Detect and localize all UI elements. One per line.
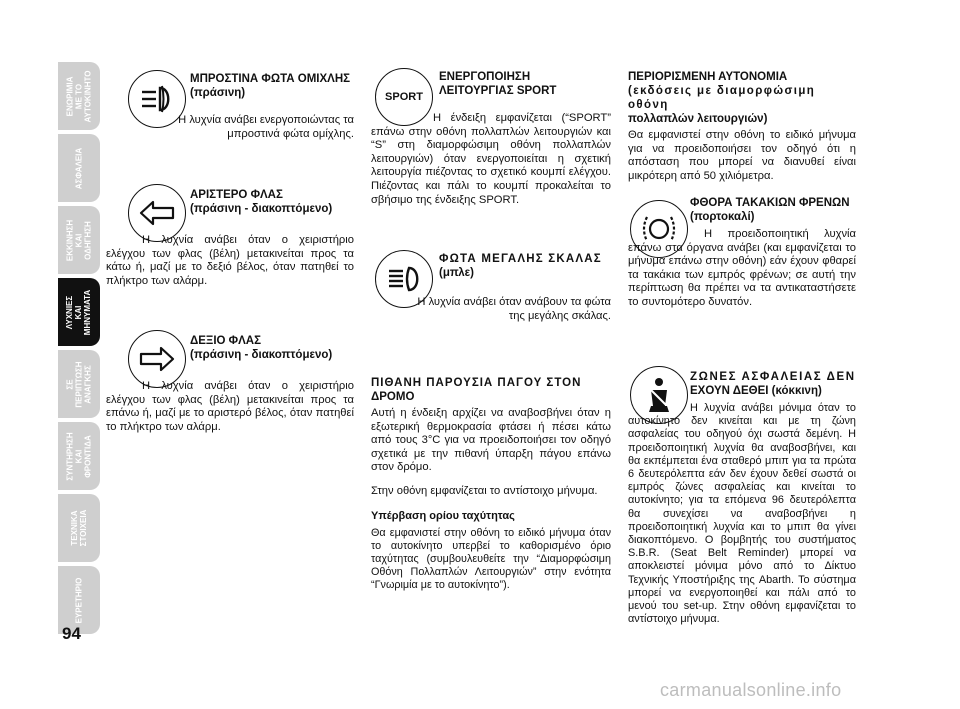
range-text: Θα εμφανιστεί στην οθόνη το ειδικό μήνυμα για να προειδοποιήσει τον οδηγό ότι η απόσταση που μπορεί να διανυθεί είναι μικρότερη από 50 χιλιόμετρα. [628,129,856,182]
left-title: ΑΡΙΣΤΕΡΟ ΦΛΑΣ [190,189,283,201]
section-range [628,70,856,183]
sport-title: ΕΝΕΡΓΟΠΟΙΗΣΗ [439,71,531,83]
range-subtitle: (εκδόσεις με διαμορφώσιμη οθόνη [628,85,816,111]
ice-title-2: ΔΡΟΜΟ [371,391,415,403]
left-subtitle: (πράσινη - διακοπτόμενο) [190,203,333,215]
seat-belt-subtitle: ΕΧΟΥΝ ΔΕΘΕΙ (κόκκινη) [690,385,822,397]
watermark: carmanualsonline.info [660,680,842,700]
tab-safety[interactable]: ΑΣΦΑΛΕΙΑ [58,134,100,202]
ice-text: Αυτή η ένδειξη αρχίζει να αναβοσβήνει όταν η εξωτερική θερμοκρασία φτάσει ή πέσει κάτω από τους 3°C για να προειδοποιήσει τον οδηγό σχετικά με την πιθανή ύπαρξη πάγου επάνω στον δρόμο. [371,407,611,474]
ice-title: ΠΙΘΑΝΗ ΠΑΡΟΥΣΙΑ ΠΑΓΟΥ ΣΤΟΝ [371,377,582,389]
section-ice [371,376,611,593]
tab-getting-to-know[interactable]: ΕΝΩΡΙΜΙΑ ΜΕ ΤΟ ΑΥΤΟΚΙΝΗΤΟ [58,62,100,130]
tab-warning-lights[interactable]: ΛΥΧΝΙΕΣ ΚΑΙ ΜΗΝΥΜΑΤΑ [58,278,100,346]
tab-technical-data[interactable]: ΤΕΧΝΙΚΑ ΣΤΟΙΧΕΙΑ [58,494,100,562]
fog-text: Η λυχνία ανάβει ενεργοποιώντας τα μπροστινά φώτα ομίχλης. [178,114,354,140]
brake-pads-subtitle: (πορτοκαλί) [690,211,755,223]
page-number: 94 [62,624,81,643]
brake-pads-title: ΦΘΟΡΑ ΤΑΚΑΚΙΩΝ ΦΡΕΝΩΝ [690,197,850,209]
seat-belt-title: ΖΩΝΕΣ ΑΣΦΑΛΕΙΑΣ ΔΕΝ [690,371,856,383]
seat-belt-text: Η λυχνία ανάβει μόνιμα όταν το αυτοκίνητο δεν κινείται και με τη ζώνη ασφαλείας του οδηγού όχι σωστά δεμένη. Η προειδοποιητική λυχνία θα αναβοσβήνει, και θα εκπέμπεται ένα σταθερό μπιπ για τα πρώτα 6 δευτερόλεπτα εάν δεν έχουν δεθεί σωστά οι εμπρός ζώνες ασφαλείας και κινείται το αυτοκίνητο; για τα επόμενα 96 δευτερόλεπτα θα συνεχίσει να αναβοσβήνει η προειδοποιητική λυχνία και το μπιπ θα γίνει διακοπτόμενο. Ο βομβητής του συστήματος S.B.R. (Seat Belt Reminder) μπορεί να αποκλειστεί μόνιμα μόνο από το Δίκτυο Τεχνικής Υποστήριξης της Abarth. Το σύστημα μπορεί να ενεργοποιηθεί και πάλι από το μενού του set-up. Στην οθόνη εμφανίζεται το αντίστοιχο μήνυμα. [628,402,856,626]
tab-emergency[interactable]: ΣΕ ΠΕΡΙΠΤΩΣΗ ΑΝΑΓΚΗΣ [58,350,100,418]
range-subtitle-2: πολλαπλών λειτουργιών) [628,113,768,125]
high-beam-title: ΦΩΤΑ ΜΕΓΑΛΗΣ ΣΚΑΛΑΣ [439,253,602,265]
high-beam-text: Η λυχνία ανάβει όταν ανάβουν τα φώτα της μεγάλης σκάλας. [417,296,611,322]
brake-pads-text: Η προειδοποιητική λυχνία επάνω στα όργανα ανάβει (και εμφανίζεται το μήνυμα επάνω στην οθόνη) εάν έχουν φθαρεί τα τακάκια των εμπρός φρένων; σε αυτή την περίπτωση θα πρέπει να τα αντικαταστήσετε το συντομότερο δυνατόν. [628,228,856,308]
speed-text: Θα εμφανιστεί στην οθόνη το ειδικό μήνυμα όταν το αυτοκίνητο υπερβεί το καθορισμένο όριο ταχύτητας (συμβουλευθείτε την “Διαμορφώσιμη Οθόνη Πολλαπλών Λειτουργιών” στην ενότητα “Γνωριμία με το αυτοκίνητο”). [371,526,611,592]
ice-text-2: Στην οθόνη εμφανίζεται το αντίστοιχο μήνυμα. [371,484,598,497]
sport-subtitle: ΛΕΙΤΟΥΡΓΙΑΣ SPORT [439,85,557,97]
fog-subtitle: (πράσινη) [190,87,246,99]
tab-maintenance[interactable]: ΣΥΝΤΗΡΗΣΗ ΚΑΙ ΦΡΟΝΤΙΔΑ [58,422,100,490]
sport-icon-text: SPORT [385,91,423,103]
right-text: Η λυχνία ανάβει όταν ο χειριστήριο ελέγχου των φλας (βέλη) μετακινείται προς τα επάνω ή, μαζί με το αριστερό βέλος, όταν πατηθεί το πλήκτρο των αλάρμ. [106,380,354,433]
high-beam-subtitle: (μπλε) [439,267,474,279]
fog-title: ΜΠΡΟΣΤΙΝΑ ΦΩΤΑ ΟΜΙΧΛΗΣ [190,73,351,85]
tab-index[interactable]: ΕΥΡΕΤΗΡΙΟ [58,566,100,634]
left-text: Η λυχνία ανάβει όταν ο χειριστήριο ελέγχου των φλας (βέλη) μετακινείται προς τα κάτω ή, μαζί με το δεξιό βέλος, όταν πατηθεί το πλήκτρο των αλάρμ. [106,234,354,287]
range-title: ΠΕΡΙΟΡΙΣΜΕΝΗ ΑΥΤΟΝΟΜΙΑ [628,71,788,83]
speed-title: Υπέρβαση ορίου ταχύτητας [371,509,515,522]
tab-starting-driving[interactable]: ΕΚΚΙΝΗΣΗ ΚΑΙ ΟΔΗΓΗΣΗ [58,206,100,274]
right-subtitle: (πράσινη - διακοπτόμενο) [190,349,333,361]
right-title: ΔΕΞΙΟ ΦΛΑΣ [190,335,261,347]
sport-text: Η ένδειξη εμφανίζεται (“SPORT” επάνω στην οθόνη πολλαπλών λειτουργιών και “S” στη διαμορφώσιμη οθόνη πολλαπλών λειτουργιών) όταν ενεργοποιείται η σχετική λειτουργία πιέζοντας το σχετικό κουμπί ελέγχου. Πιέζοντας και πάλι το κουμπί προκαλείται το σβήσιμο της ένδειξης SPORT. [371,112,611,206]
